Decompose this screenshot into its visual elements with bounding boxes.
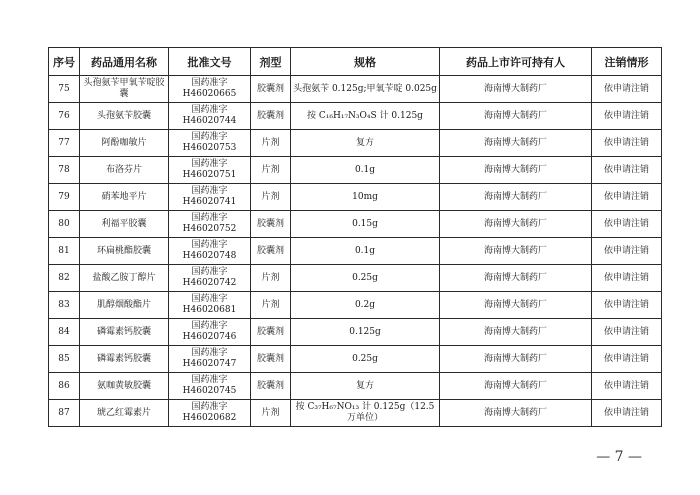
cell-specification: 0.25g	[291, 265, 440, 292]
cell-drug-name: 头孢氨苄胶囊	[80, 103, 169, 130]
cell-approval-number: 国药准字 H46020751	[169, 157, 251, 184]
header-dosage-form: 剂型	[251, 48, 291, 76]
cell-license-holder: 海南博大制药厂	[440, 130, 592, 157]
cell-serial: 79	[49, 184, 80, 211]
cell-serial: 80	[49, 211, 80, 238]
cell-dosage-form: 胶囊剂	[251, 373, 291, 400]
cell-cancellation-status: 依申请注销	[592, 319, 662, 346]
table-row	[49, 157, 662, 184]
cell-dosage-form: 片剂	[251, 157, 291, 184]
cell-dosage-form: 胶囊剂	[251, 76, 291, 103]
cell-specification: 按 C₁₆H₁₇N₃O₄S 计 0.125g	[291, 103, 440, 130]
cell-approval-number: 国药准字 H46020665	[169, 76, 251, 103]
cell-serial: 84	[49, 319, 80, 346]
cell-serial: 85	[49, 346, 80, 373]
cell-specification: 0.25g	[291, 346, 440, 373]
cell-license-holder: 海南博大制药厂	[440, 76, 592, 103]
cell-serial: 75	[49, 76, 80, 103]
header-specification: 规格	[291, 48, 440, 76]
cell-serial: 76	[49, 103, 80, 130]
cell-approval-number: 国药准字 H46020742	[169, 265, 251, 292]
table-row	[49, 238, 662, 265]
cell-dosage-form: 片剂	[251, 265, 291, 292]
cell-license-holder: 海南博大制药厂	[440, 346, 592, 373]
cell-drug-name: 氨咖黄敏胶囊	[80, 373, 169, 400]
cell-approval-number: 国药准字 H46020753	[169, 130, 251, 157]
header-cancellation-status: 注销情形	[592, 48, 662, 76]
cell-specification: 10mg	[291, 184, 440, 211]
cell-dosage-form: 胶囊剂	[251, 238, 291, 265]
cell-serial: 78	[49, 157, 80, 184]
table-row	[49, 76, 662, 103]
table-row	[49, 103, 662, 130]
table-row	[49, 130, 662, 157]
cell-drug-name: 硝苯地平片	[80, 184, 169, 211]
cell-specification: 0.15g	[291, 211, 440, 238]
cell-license-holder: 海南博大制药厂	[440, 184, 592, 211]
cell-serial: 87	[49, 400, 80, 427]
cell-approval-number: 国药准字 H46020741	[169, 184, 251, 211]
cell-license-holder: 海南博大制药厂	[440, 157, 592, 184]
cell-license-holder: 海南博大制药厂	[440, 400, 592, 427]
cell-drug-name: 琥乙红霉素片	[80, 400, 169, 427]
cell-drug-name: 肌醇烟酸酯片	[80, 292, 169, 319]
cell-cancellation-status: 依申请注销	[592, 157, 662, 184]
cell-drug-name: 磷霉素钙胶囊	[80, 319, 169, 346]
cell-license-holder: 海南博大制药厂	[440, 211, 592, 238]
cell-specification: 按 C₃₇H₆₇NO₁₃ 计 0.125g（12.5万单位）	[291, 400, 440, 427]
cell-drug-name: 布洛芬片	[80, 157, 169, 184]
cell-dosage-form: 片剂	[251, 184, 291, 211]
cell-dosage-form: 胶囊剂	[251, 319, 291, 346]
cell-dosage-form: 胶囊剂	[251, 211, 291, 238]
cell-specification: 复方	[291, 373, 440, 400]
cell-cancellation-status: 依申请注销	[592, 238, 662, 265]
cell-drug-name: 磷霉素钙胶囊	[80, 346, 169, 373]
cell-cancellation-status: 依申请注销	[592, 76, 662, 103]
cell-license-holder: 海南博大制药厂	[440, 103, 592, 130]
cell-approval-number: 国药准字 H46020681	[169, 292, 251, 319]
cell-drug-name: 盐酸乙胺丁醇片	[80, 265, 169, 292]
table-row	[49, 211, 662, 238]
header-serial: 序号	[49, 48, 80, 76]
cell-drug-name: 阿酚咖敏片	[80, 130, 169, 157]
cell-dosage-form: 片剂	[251, 292, 291, 319]
cell-license-holder: 海南博大制药厂	[440, 292, 592, 319]
table-row	[49, 184, 662, 211]
cell-serial: 81	[49, 238, 80, 265]
cell-license-holder: 海南博大制药厂	[440, 265, 592, 292]
cell-dosage-form: 胶囊剂	[251, 103, 291, 130]
cell-specification: 复方	[291, 130, 440, 157]
cell-cancellation-status: 依申请注销	[592, 103, 662, 130]
cell-specification: 0.1g	[291, 238, 440, 265]
table-row	[49, 292, 662, 319]
cell-cancellation-status: 依申请注销	[592, 400, 662, 427]
drug-cancellation-table	[48, 47, 662, 427]
table-row	[49, 346, 662, 373]
header-approval-number: 批准文号	[169, 48, 251, 76]
cell-cancellation-status: 依申请注销	[592, 265, 662, 292]
cell-cancellation-status: 依申请注销	[592, 211, 662, 238]
cell-specification: 头孢氨苄 0.125g;甲氧苄啶 0.025g	[291, 76, 440, 103]
page-number: — 7 —	[596, 449, 642, 465]
header-drug-name: 药品通用名称	[80, 48, 169, 76]
cell-cancellation-status: 依申请注销	[592, 346, 662, 373]
table-row	[49, 373, 662, 400]
cell-approval-number: 国药准字 H46020746	[169, 319, 251, 346]
cell-approval-number: 国药准字 H46020752	[169, 211, 251, 238]
cell-serial: 77	[49, 130, 80, 157]
cell-drug-name: 头孢氨苄甲氧苄啶胶囊	[80, 76, 169, 103]
table-row	[49, 400, 662, 427]
table-row	[49, 319, 662, 346]
cell-serial: 83	[49, 292, 80, 319]
header-license-holder: 药品上市许可持有人	[440, 48, 592, 76]
cell-specification: 0.1g	[291, 157, 440, 184]
cell-drug-name: 环扁桃酯胶囊	[80, 238, 169, 265]
cell-license-holder: 海南博大制药厂	[440, 373, 592, 400]
cell-license-holder: 海南博大制药厂	[440, 238, 592, 265]
cell-cancellation-status: 依申请注销	[592, 292, 662, 319]
cell-approval-number: 国药准字 H46020682	[169, 400, 251, 427]
cell-specification: 0.125g	[291, 319, 440, 346]
cell-dosage-form: 胶囊剂	[251, 346, 291, 373]
cell-drug-name: 利福平胶囊	[80, 211, 169, 238]
cell-cancellation-status: 依申请注销	[592, 130, 662, 157]
cell-license-holder: 海南博大制药厂	[440, 319, 592, 346]
table-row	[49, 265, 662, 292]
cell-cancellation-status: 依申请注销	[592, 184, 662, 211]
cell-specification: 0.2g	[291, 292, 440, 319]
table-header-row	[49, 48, 662, 76]
cell-approval-number: 国药准字 H46020744	[169, 103, 251, 130]
cell-serial: 82	[49, 265, 80, 292]
cell-approval-number: 国药准字 H46020748	[169, 238, 251, 265]
cell-dosage-form: 片剂	[251, 130, 291, 157]
cell-approval-number: 国药准字 H46020745	[169, 373, 251, 400]
cell-cancellation-status: 依申请注销	[592, 373, 662, 400]
cell-approval-number: 国药准字 H46020747	[169, 346, 251, 373]
cell-serial: 86	[49, 373, 80, 400]
cell-dosage-form: 片剂	[251, 400, 291, 427]
